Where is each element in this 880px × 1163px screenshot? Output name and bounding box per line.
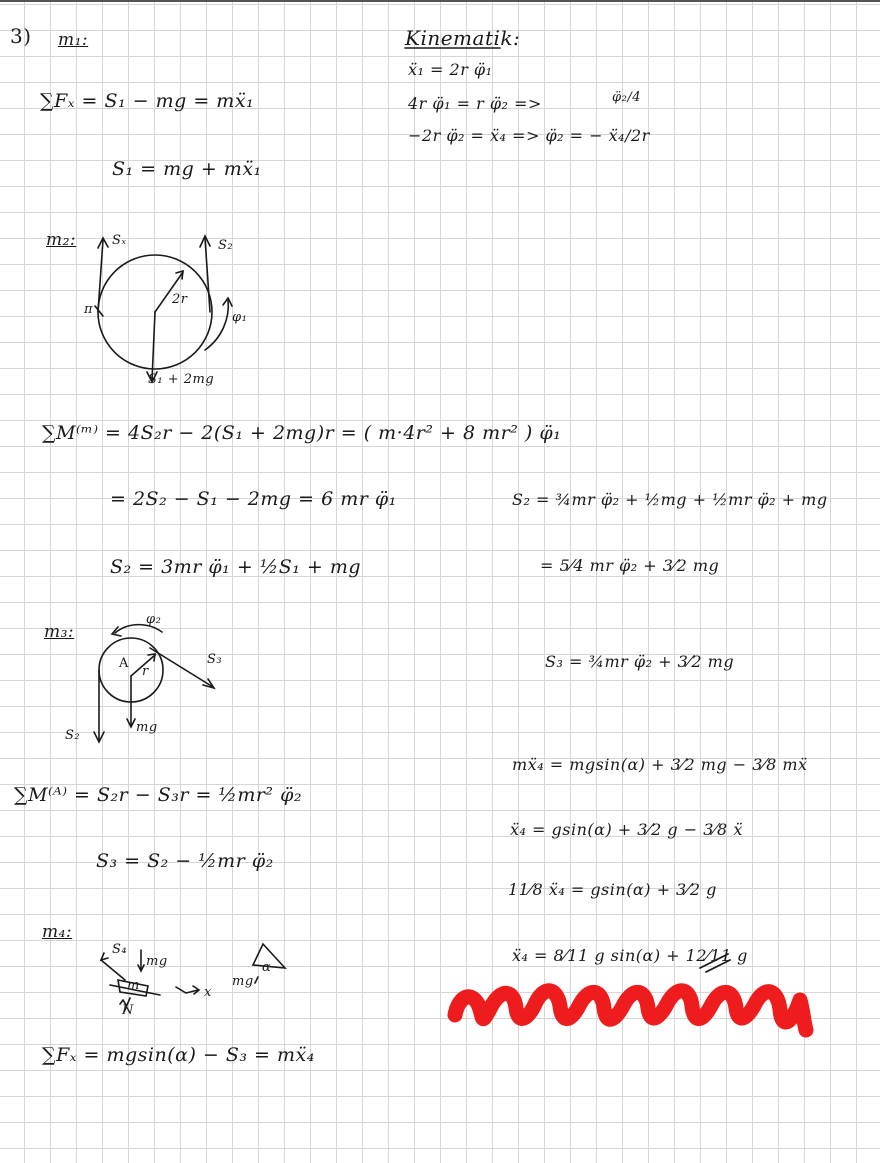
kinematik-eq1: ẍ₁ = 2r φ̈₁ — [408, 60, 493, 79]
solution-eq1: mẍ₄ = mgsin(α) + 3⁄2 mg − 3⁄8 mẍ — [512, 755, 808, 774]
m3-mg-arrowhead — [127, 719, 135, 727]
m2-sx-label: Sₓ — [112, 233, 127, 248]
m4-n-label: N — [122, 1003, 134, 1018]
problem-number: 3) — [10, 24, 32, 48]
m2-bottom-label: S₁ + 2mg — [148, 372, 215, 387]
m3-s2-arrowhead — [94, 732, 104, 742]
m3-equation-b: S₃ = S₂ − ½mr φ̈₂ — [96, 850, 274, 872]
m4-force-equation: ∑Fₓ = mgsin(α) − S₃ = mẍ₄ — [42, 1044, 315, 1066]
m4-s4-arrow — [101, 953, 108, 960]
solution-eq3: 11⁄8 ẍ₄ = gsin(α) + 3⁄2 g — [508, 880, 717, 899]
m4-mg-arrowhead — [138, 965, 144, 971]
m3-s3-label: S₃ — [207, 652, 223, 667]
m2-equation-c: S₂ = 3mr φ̈₁ + ½S₁ + mg — [110, 556, 362, 578]
m2-left-arrowhead — [98, 238, 108, 248]
m4-mg2-label: mg — [232, 974, 254, 989]
m2-equation-b: = 2S₂ − S₁ − 2mg = 6 mr φ̈₁ — [110, 488, 397, 510]
m3-s3-arrowhead — [203, 679, 214, 688]
m4-alpha-label: α — [262, 960, 272, 975]
m3-mg-label: mg — [136, 720, 158, 735]
m3-s2-label: S₂ — [65, 728, 81, 743]
top-rule — [0, 0, 880, 2]
kinematik-title: Kinematik: — [405, 26, 521, 50]
m4-mg2-arrow — [255, 977, 258, 983]
solution-eq2: ẍ₄ = gsin(α) + 3⁄2 g − 3⁄8 ẍ — [510, 820, 743, 839]
m2-bottom-force — [152, 312, 155, 380]
m4-s4-label: S₄ — [112, 942, 128, 957]
m2-s2-label: S₂ — [218, 238, 234, 253]
m3-r-label: r — [142, 664, 149, 679]
kinematik-eq3: −2r φ̈₂ = ẍ₄ => φ̈₂ = − ẍ₄/2r — [408, 126, 650, 145]
m3-radius-arrowhead — [148, 654, 155, 661]
s2-expression-2: = 5⁄4 mr φ̈₂ + 3⁄2 mg — [540, 556, 720, 575]
m4-m-label: m — [127, 978, 140, 993]
m1-force-equation: ∑Fₓ = S₁ − mg = mẍ₁ — [40, 90, 255, 112]
m2-left-rope — [98, 240, 103, 312]
m2-label: m₂: — [46, 230, 77, 250]
m4-x-label: x — [204, 985, 212, 1000]
m4-s4-line — [101, 960, 125, 980]
m2-2r-label: 2r — [172, 292, 188, 307]
m3-s3-rope — [150, 648, 213, 687]
m2-right-rope — [205, 238, 210, 312]
red-scribble — [455, 991, 806, 1030]
kinematik-eq2: 4r φ̈₁ = r φ̈₂ => — [408, 94, 542, 113]
m1-label: m₁: — [58, 30, 89, 50]
kinematik-eq2-result: φ̈₂/4 — [612, 90, 641, 105]
m2-moment-equation: ∑M⁽ᵐ⁾ = 4S₂r − 2(S₁ + 2mg)r = ( m·4r² + 8 mr² ) φ̈₁ — [42, 422, 562, 444]
m4-x-arrowhead — [193, 986, 199, 994]
m2-right-arrowhead — [200, 236, 210, 247]
m2-phi1-label: φ₁ — [232, 310, 248, 325]
m3-moment-equation: ∑M⁽ᴬ⁾ = S₂r − S₃r = ½mr² φ̈₂ — [14, 784, 303, 806]
m2-radius-arrowhead — [176, 271, 183, 279]
m2-rotation-arrow — [205, 300, 228, 350]
m2-rotation-arrowhead — [223, 298, 232, 306]
m2-pulley-circle — [98, 255, 212, 369]
solution-eq4: ẍ₄ = 8⁄11 g sin(α) + 12⁄11 g — [512, 946, 748, 965]
m1-s1-equation: S₁ = mg + mẍ₁ — [112, 158, 262, 180]
m2-pi-tick — [95, 306, 103, 316]
m4-x-arrow — [176, 987, 198, 993]
s2-expression-1: S₂ = ¾mr φ̈₂ + ½mg + ½mr φ̈₂ + mg — [512, 490, 828, 509]
m3-a-label: A — [119, 656, 129, 671]
m4-label: m₄: — [42, 922, 73, 942]
m3-rotation-arrowhead — [112, 627, 121, 636]
m2-pi-label: π — [84, 302, 94, 317]
m3-phi2-label: φ₂ — [146, 612, 162, 627]
m3-label: m₃: — [44, 622, 75, 642]
s3-expression: S₃ = ¾mr φ̈₂ + 3⁄2 mg — [545, 652, 735, 671]
m3-pulley-circle — [99, 638, 163, 702]
m4-mg-label: mg — [146, 954, 168, 969]
